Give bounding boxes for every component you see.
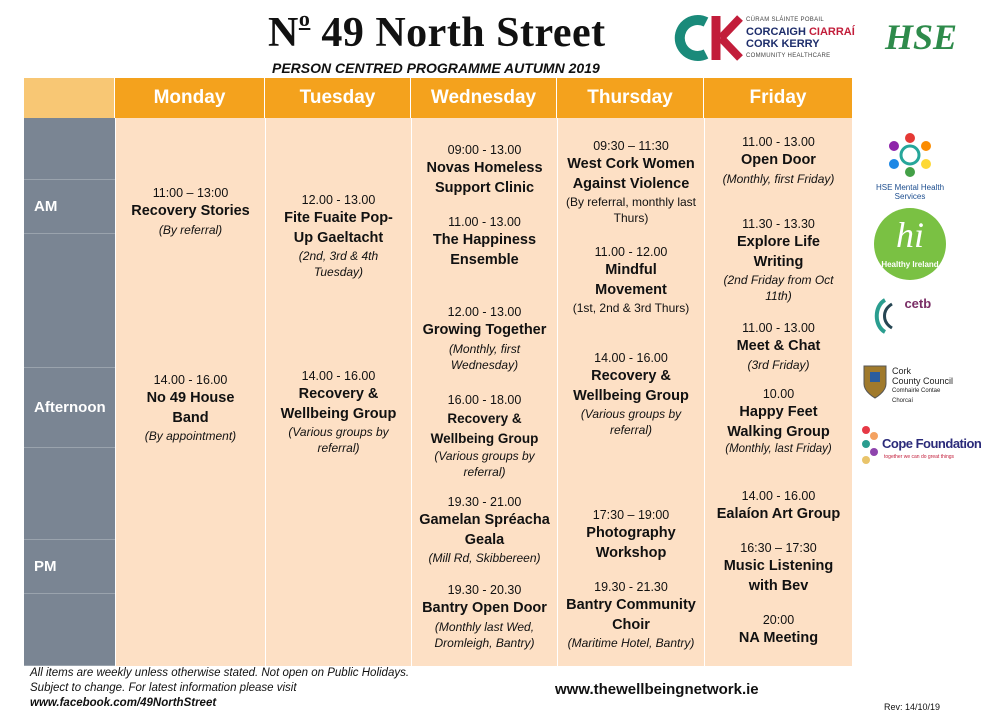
- event-monday-1: 14.00 - 16.00 No 49 House Band (By appointment): [144, 373, 237, 443]
- page-title: $N^o$ 49 North Street: [268, 6, 606, 56]
- cope-foundation-logo: Cope Foundation together we can do great things: [860, 424, 958, 470]
- column-tuesday: [265, 118, 411, 666]
- event-friday-6: 20:00 NA Meeting: [738, 613, 819, 646]
- event-thursday-4: 19.30 - 21.30 Bantry Community Choir (Maritime Hotel, Bantry): [566, 580, 696, 650]
- facebook-link[interactable]: www.facebook.com/49NorthStreet: [30, 697, 217, 709]
- people-circle-icon: [882, 130, 938, 178]
- day-header-thursday: Thursday: [557, 78, 704, 118]
- header-corner: [24, 78, 115, 118]
- cetb-logo: cetb: [870, 296, 956, 336]
- column-thursday: [557, 118, 704, 666]
- event-wednesday-3: 16.00 - 18.00 Recovery & Wellbeing Group (Various groups by referral): [430, 393, 539, 479]
- website-link[interactable]: www.thewellbeingnetwork.ie: [555, 681, 759, 698]
- cork-county-council-logo: Cork County Council Comhairle Contae Chorcaí: [862, 364, 958, 404]
- event-tuesday-1: 14.00 - 16.00 Recovery & Wellbeing Group (Various groups by referral): [280, 369, 397, 455]
- side-am: AM: [24, 180, 115, 234]
- event-thursday-0: 09:30 – 11:30 West Cork Women Against Violence (By referral, monthly last Thurs): [565, 139, 697, 225]
- event-tuesday-0: 12.00 - 13.00 Fite Fuaite Pop-Up Gaeltacht (2nd, 3rd & 4th Tuesday): [284, 193, 393, 279]
- event-wednesday-5: 19.30 - 20.30 Bantry Open Door (Monthly last Wed, Dromleigh, Bantry): [422, 583, 547, 650]
- page-subtitle: PERSON CENTRED PROGRAMME AUTUMN 2019: [272, 60, 600, 76]
- event-friday-5: 16:30 – 17:30 Music Listening with Bev: [723, 541, 834, 594]
- event-wednesday-0: 09:00 - 13.00 Novas Homeless Support Clinic: [426, 143, 543, 196]
- event-friday-3: 10.00 Happy Feet Walking Group (Monthly, last Friday): [725, 387, 832, 455]
- side-blank: [24, 448, 115, 540]
- day-header-tuesday: Tuesday: [265, 78, 411, 118]
- event-friday-0: 11.00 - 13.00 Open Door (Monthly, first Friday): [722, 135, 835, 186]
- column-friday: [704, 118, 852, 666]
- event-thursday-1: 11.00 - 12.00 Mindful Movement (1st, 2nd & 3rd Thurs): [572, 245, 690, 315]
- side-pm: PM: [24, 540, 115, 594]
- event-thursday-2: 14.00 - 16.00 Recovery & Wellbeing Group (Various groups by referral): [573, 351, 689, 437]
- programme-grid: [24, 78, 852, 666]
- side-blank: [24, 118, 115, 180]
- event-thursday-3: 17:30 – 19:00 Photography Workshop: [586, 508, 676, 561]
- cope-dots-icon: [860, 424, 882, 468]
- side-blank: [24, 594, 115, 666]
- hse-logo: HSE: [885, 17, 958, 57]
- event-friday-1: 11.30 - 13.30 Explore Life Writing (2nd Friday from Oct 11th): [723, 217, 834, 303]
- day-header-friday: Friday: [704, 78, 852, 118]
- event-wednesday-4: 19.30 - 21.00 Gamelan Spréacha Geala (Mill Rd, Skibbereen): [419, 495, 550, 565]
- revision-date: Rev: 14/10/19: [884, 702, 941, 712]
- cork-kerry-logo: CÚRAM SLÁINTE POBAIL CORCAIGH CIARRAÍ CORK KERRY COMMUNITY HEALTHCARE: [672, 12, 872, 64]
- event-friday-4: 14.00 - 16.00 Ealaíon Art Group: [716, 489, 841, 522]
- day-header-monday: Monday: [115, 78, 265, 118]
- column-wednesday: [411, 118, 557, 666]
- event-friday-2: 11.00 - 13.00 Meet & Chat (3rd Friday): [736, 321, 821, 372]
- event-monday-0: 11:00 – 13:00 Recovery Stories (By referral): [131, 186, 250, 237]
- event-wednesday-2: 12.00 - 13.00 Growing Together (Monthly, first Wednesday): [422, 305, 547, 372]
- day-header-wednesday: Wednesday: [411, 78, 557, 118]
- crest-icon: [862, 364, 888, 400]
- event-wednesday-1: 11.00 - 13.00 The Happiness Ensemble: [432, 215, 537, 268]
- cetb-swirl-icon: [870, 296, 900, 336]
- column-monday: [115, 118, 265, 666]
- side-blank: [24, 234, 115, 368]
- healthy-ireland-logo: hi Healthy Ireland: [862, 208, 958, 280]
- hse-mental-health-logo: HSE Mental Health Services: [862, 130, 958, 201]
- side-afternoon: Afternoon: [24, 368, 115, 448]
- footer-notes: All items are weekly unless otherwise stated. Not open on Public Holidays. Subject to change. For latest information please visit www.facebook.com/49NorthStreet: [30, 667, 410, 709]
- ck-mark-icon: [672, 12, 744, 64]
